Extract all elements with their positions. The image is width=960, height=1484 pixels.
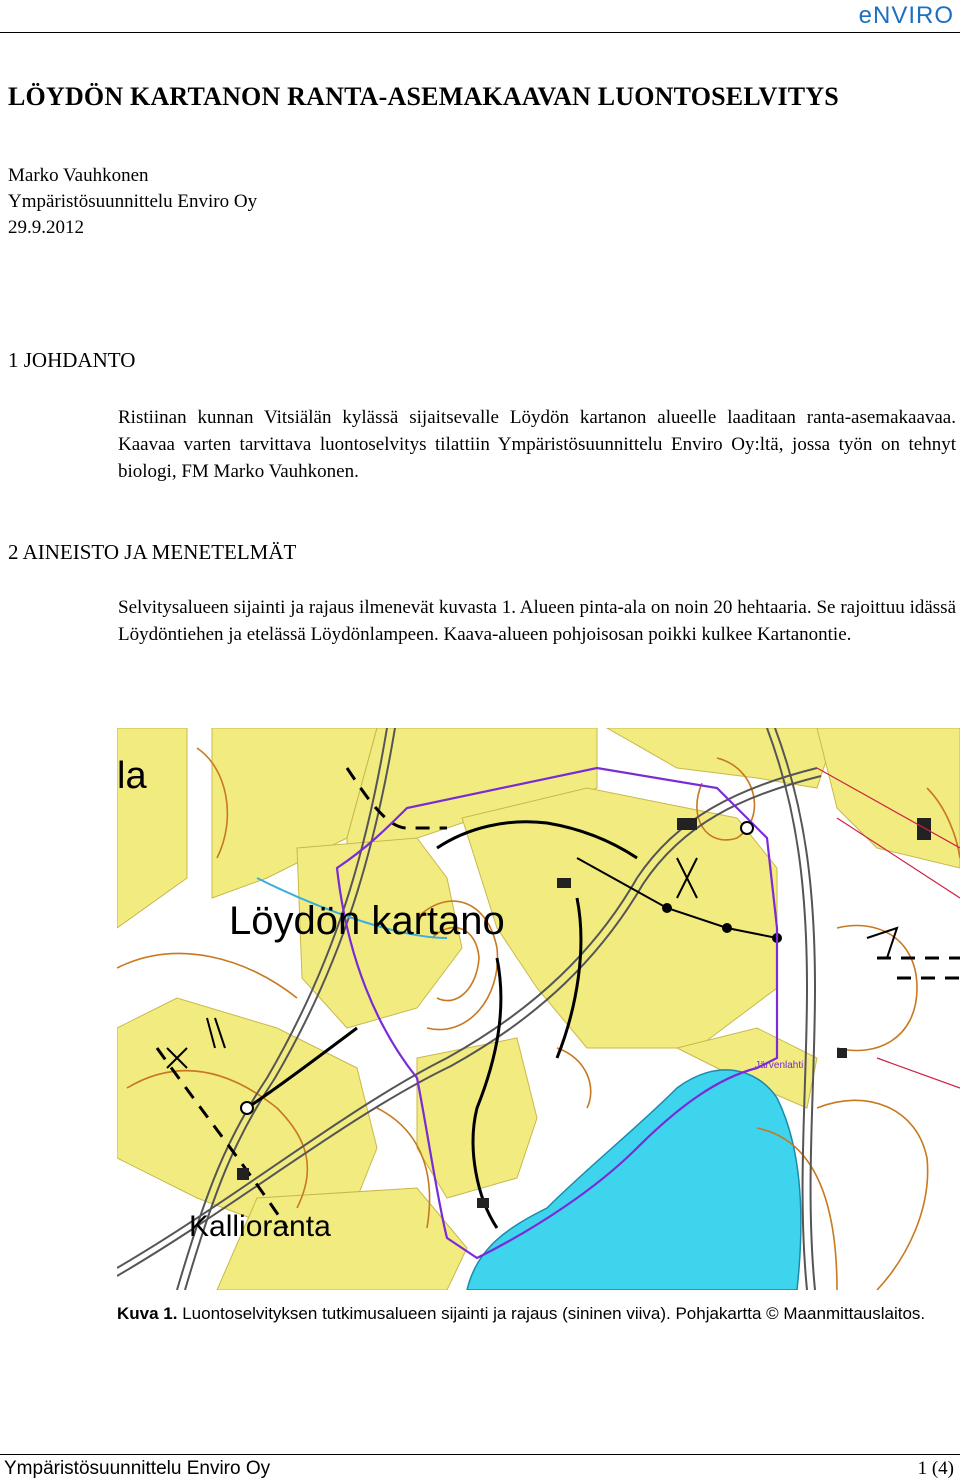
date: 29.9.2012: [8, 217, 84, 238]
section-heading-aineisto: 2 AINEISTO JA MENETELMÄT: [8, 540, 297, 564]
enviro-logo: eNVIRO: [858, 2, 954, 29]
caption-text: Luontoselvityksen tutkimusalueen sijainti ja rajaus (sininen viiva). Pohjakartta © Maanmittauslaitos.: [177, 1304, 926, 1323]
section-heading-johdanto: 1 JOHDANTO: [8, 348, 136, 372]
caption-label: Kuva 1.: [117, 1304, 178, 1323]
map-label-small-place: Järvenlahti: [755, 1060, 804, 1071]
document-title: LÖYDÖN KARTANON RANTA-ASEMAKAAVAN LUONTOSELVITYS: [8, 82, 839, 111]
map-label-loydon-kartano: Löydön kartano: [229, 899, 505, 943]
map-label-kallioranta: Kallioranta: [189, 1210, 331, 1243]
page-number: 1 (4): [917, 1458, 954, 1479]
author: Marko Vauhkonen: [8, 165, 149, 186]
document-meta: [8, 163, 257, 241]
company: Ympäristösuunnittelu Enviro Oy: [8, 191, 258, 212]
header-divider: [0, 32, 960, 33]
footer-company: Ympäristösuunnittelu Enviro Oy: [4, 1458, 271, 1479]
section-paragraph-johdanto: Ristiinan kunnan Vitsiälän kylässä sijaitsevalle Löydön kartanon alueelle laaditaan ranta-asemakaavaa. Kaavaa varten tarvittava luontoselvitys tilattiin Ympäristösuunnittelu Enviro Oy:ltä, jossa työn on tehnyt biologi, FM Marko Vauhkonen.: [118, 407, 956, 482]
topographic-map: [117, 728, 960, 1290]
figure-caption: [117, 1301, 957, 1326]
section-paragraph-aineisto: Selvitysalueen sijainti ja rajaus ilmenevät kuvasta 1. Alueen pinta-ala on noin 20 hehtaaria. Se rajoittuu idässä Löydöntiehen ja etelässä Löydönlampeen. Kaava-alueen pohjoisosan poikki kulkee Kartanontie.: [118, 597, 956, 645]
footer-divider: [0, 1454, 960, 1455]
map-label-partial: la: [117, 755, 147, 797]
